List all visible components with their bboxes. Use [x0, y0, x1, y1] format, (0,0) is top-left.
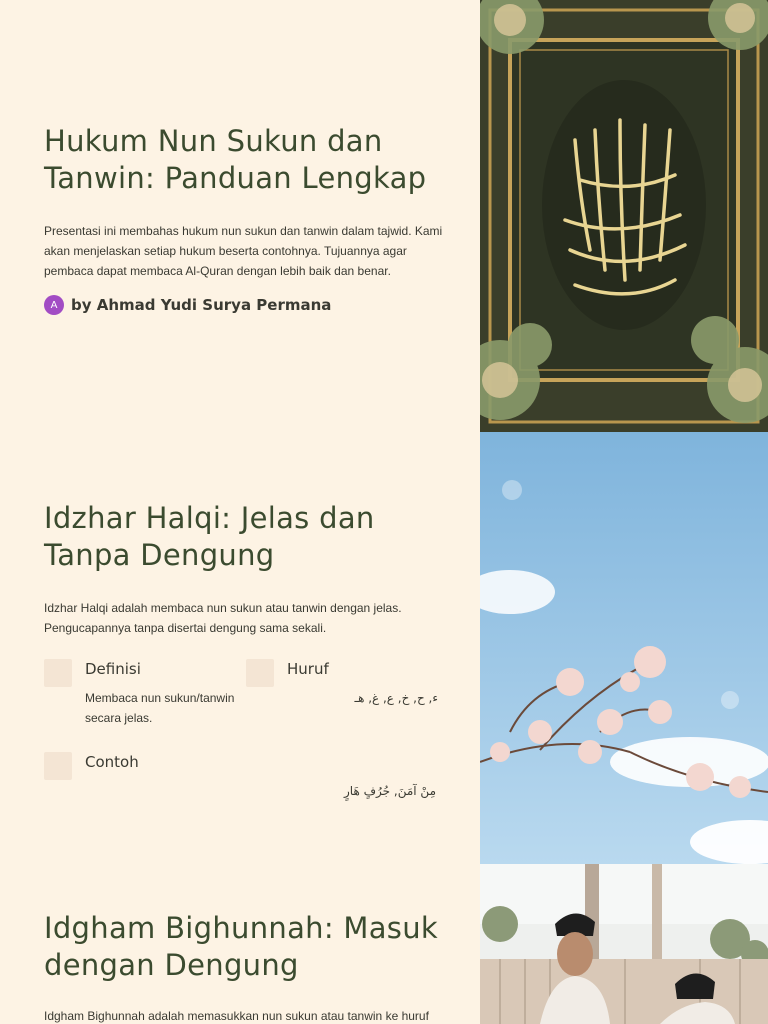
- slide-title: Idgham Bighunnah: Masuk dengan Dengung: [44, 911, 438, 982]
- slide-description: Idzhar Halqi adalah membaca nun sukun atau tanwin dengan jelas. Pengucapannya tanpa disertai dengung sama sekali.: [44, 601, 402, 635]
- slide-idgham: [0, 864, 768, 1024]
- slide-idzhar: [0, 432, 768, 864]
- card-icon: [44, 752, 72, 780]
- slide-title: Idzhar Halqi: Jelas dan Tanpa Dengung: [44, 501, 375, 572]
- slide-title: Hukum Nun Sukun dan Tanwin: Panduan Lengkap: [44, 124, 427, 195]
- men-reading-image: [480, 864, 768, 1024]
- idzhar-text: [44, 500, 444, 638]
- card-title: Definisi: [85, 660, 141, 678]
- slide-description: Idgham Bighunnah adalah memasukkan nun sukun atau tanwin ke huruf: [44, 1009, 429, 1023]
- card-body: مِنْ آمَنَ, جُرُفٍ هَارٍ: [344, 784, 436, 798]
- author-name: by Ahmad Yudi Surya Permana: [71, 296, 332, 314]
- cherry-blossom-image: [480, 432, 768, 864]
- card-body: ء, ح, خ, ع, غ, هـ: [354, 691, 438, 705]
- card-icon: [44, 659, 72, 687]
- card-body: Membaca nun sukun/tanwin secara jelas.: [85, 691, 235, 725]
- card-title: Huruf: [287, 660, 329, 678]
- card-title: Contoh: [85, 753, 139, 771]
- author-avatar: A: [44, 295, 64, 315]
- slide-intro: [0, 0, 768, 432]
- idgham-text: [44, 910, 444, 1024]
- intro-text: [44, 123, 444, 315]
- author-line: [44, 295, 444, 315]
- slide-description: Presentasi ini membahas hukum nun sukun dan tanwin dalam tajwid. Kami akan menjelaskan setiap hukum beserta contohnya. Tujuannya agar pembaca dapat membaca Al-Quran dengan lebih baik dan benar.: [44, 224, 443, 278]
- card-icon: [246, 659, 274, 687]
- calligraphy-image: [480, 0, 768, 432]
